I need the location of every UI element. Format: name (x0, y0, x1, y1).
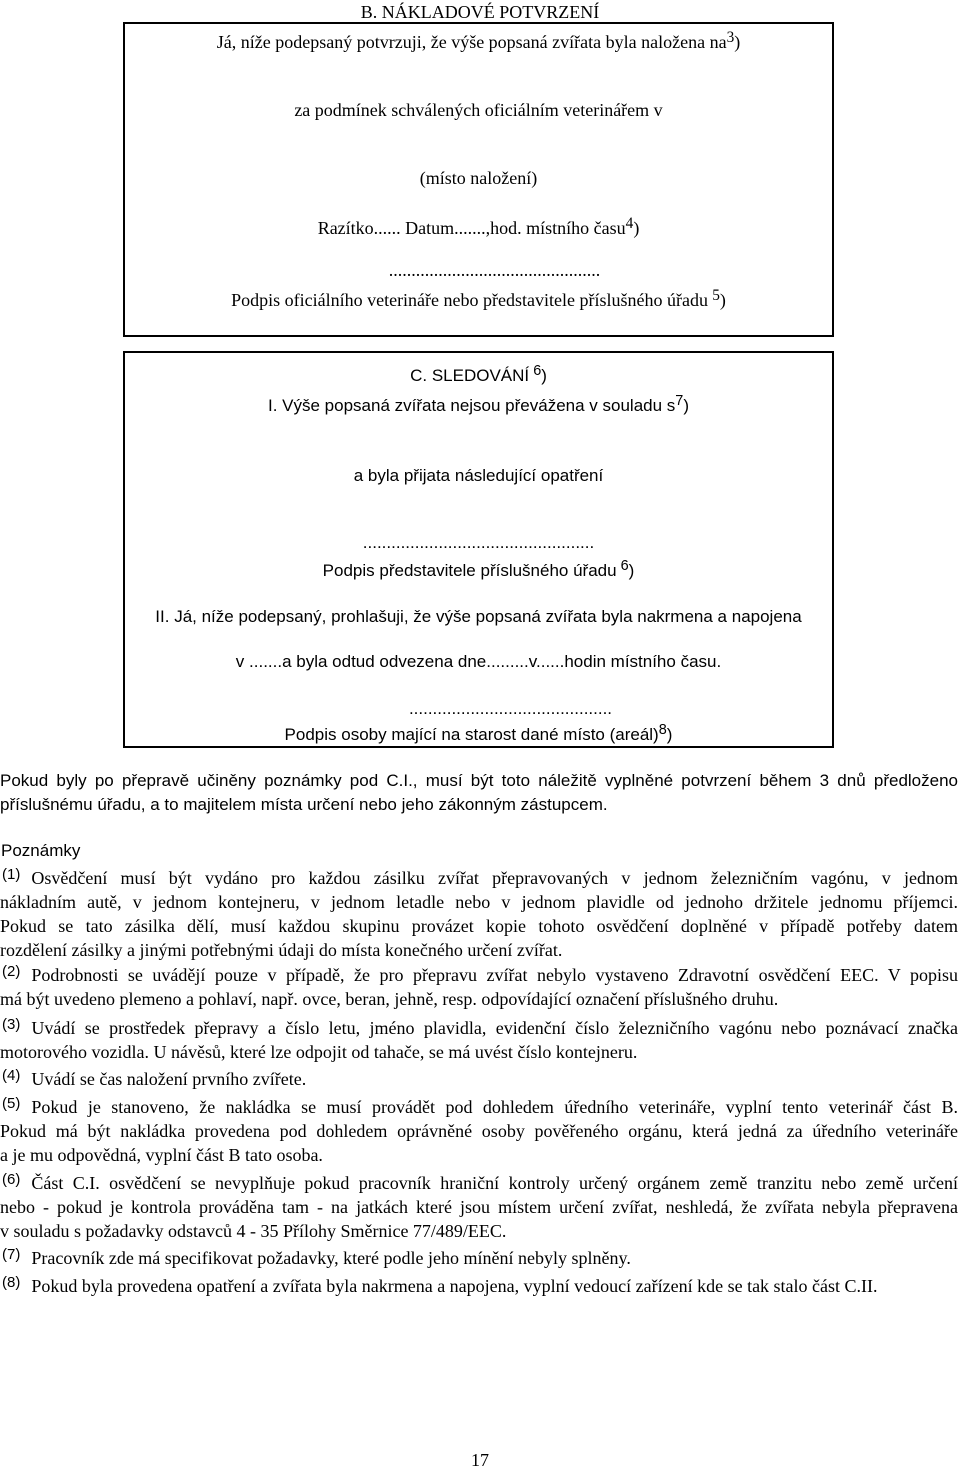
remark-line: příslušnému úřadu, a to majitelem místa určení nebo jeho zákonným zástupcem. (0, 795, 608, 814)
footnote-ref: 3 (726, 28, 735, 46)
official-vet-signature-label (125, 286, 832, 313)
loading-place-label (125, 167, 832, 189)
note-marker: (2) (2, 963, 21, 980)
footnote-ref-paren: ) (628, 561, 635, 580)
note-text: Pokud byla provedena opatření a zvířata byla nakrmena a napojena, vyplní vedoucí zařízení kde se tak stalo část C.II. (31, 1276, 878, 1296)
remark-paragraph (0, 769, 958, 817)
footnote-ref-paren: ) (734, 32, 741, 52)
line-text: Já, níže podepsaný potvrzuji, že výše popsaná zvířata byla naložena na (216, 32, 727, 52)
note-line (0, 866, 958, 890)
footnote-ref: 6 (620, 557, 629, 574)
line-text: C. SLEDOVÁNÍ (410, 366, 530, 385)
note-line: motorového vozidla. U návěsů, které lze odpojit od tahače, se má uvést číslo kontejneru. (0, 1042, 638, 1062)
signature-dots (125, 533, 832, 553)
footnote-ref: 6 (533, 362, 542, 379)
footnote-ref-paren: ) (719, 290, 726, 310)
page-number: 17 (471, 1450, 489, 1468)
note-line (0, 1246, 958, 1270)
line-text: Podpis osoby mající na starost dané místo (areál) (284, 725, 659, 744)
line-text: ........................................... (408, 699, 613, 718)
footnote-ref-paren: ) (633, 218, 640, 238)
loading-declaration-line (125, 28, 832, 55)
note-line: má být uvedeno plemeno a pohlaví, např. ovce, beran, jehně, resp. odpovídající označení příslušného druhu. (0, 989, 779, 1009)
note-marker: (7) (2, 1246, 21, 1263)
note-marker: (6) (2, 1171, 21, 1188)
line-text: II. Já, níže podepsaný, prohlašuji, že výše popsaná zvířata byla nakrmena a napojena (155, 607, 802, 626)
signature-dots (125, 259, 832, 281)
line-text: Podpis představitele příslušného úřadu (322, 561, 617, 580)
line-text: Podpis oficiálního veterináře nebo představitele příslušného úřadu (231, 290, 708, 310)
note-line (0, 1095, 958, 1119)
statement-ii-line (125, 607, 832, 627)
note-text: Část C.I. osvědčení se nevyplňuje pokud pracovník hraniční kontroly určený orgánem země tranzitu nebo země určení (31, 1173, 958, 1193)
note-line (0, 963, 958, 987)
note-text: Podrobnosti se uvádějí pouze v případě, že pro přepravu zvířat nebylo vystaveno Zdravotní osvědčení EEC. V popisu (31, 965, 958, 985)
note-line: a je mu odpovědná, vyplní část B tato osoba. (0, 1145, 323, 1165)
line-text: Razítko...... Datum.......,hod. místního času (317, 218, 626, 238)
note-7 (0, 1246, 958, 1270)
note-1 (0, 866, 958, 962)
note-8 (0, 1274, 958, 1298)
line-text: ............................................... (388, 260, 601, 280)
line-text: (místo naložení) (419, 168, 538, 188)
section-b-title: B. NÁKLADOVÉ POTVRZENÍ (360, 2, 600, 22)
note-4 (0, 1067, 958, 1091)
note-marker: (5) (2, 1095, 21, 1112)
signature-dots (125, 699, 832, 719)
line-text: I. Výše popsaná zvířata nejsou převážena v souladu s (267, 396, 676, 415)
note-text: Uvádí se prostředek přepravy a číslo letu, jméno plavidla, evidenční číslo železničního vagónu nebo poznávací značka (31, 1018, 958, 1038)
note-text: Uvádí se čas naložení prvního zvířete. (31, 1069, 307, 1089)
note-6 (0, 1171, 958, 1243)
measures-taken-line (125, 466, 832, 486)
note-line (0, 1171, 958, 1195)
line-text: za podmínek schválených oficiálním veterinářem v (294, 100, 663, 120)
loading-certificate-box (123, 22, 834, 337)
conditions-line (125, 99, 832, 121)
note-line (0, 1016, 958, 1040)
note-text: Pracovník zde má specifikovat požadavky, které podle jeho mínění nebyly splněny. (31, 1248, 631, 1268)
stamp-date-time-line (125, 214, 832, 241)
note-line: nákladním autě, v jednom kontejneru, v jednom letadle nebo v jednom plavidle od jednoho držitele jednomu příjemci. (0, 892, 958, 912)
note-2 (0, 963, 958, 1011)
note-marker: (8) (2, 1274, 21, 1291)
note-marker: (1) (2, 866, 21, 883)
note-line (0, 1274, 958, 1298)
line-text: ................................................. (362, 533, 595, 552)
departure-details-line (125, 652, 832, 672)
note-3 (0, 1016, 958, 1064)
remark-line: Pokud byly po přepravě učiněny poznámky pod C.I., musí být toto náležitě vyplněné potvrzení během 3 dnů předloženo (0, 771, 958, 790)
footnote-ref: 4 (625, 214, 634, 232)
note-text: Osvědčení musí být vydáno pro každou zásilku zvířat přepravovaných v jednom železničním vagónu, v jednom (31, 868, 958, 888)
line-text: a byla přijata následující opatření (353, 466, 604, 485)
footnote-ref: 7 (675, 392, 684, 409)
note-line: rozdělení zásilky a jinými potřebnými údaji do místa konečného určení zvířat. (0, 940, 563, 960)
footnote-ref: 5 (712, 286, 720, 304)
line-text: v .......a byla odtud odvezena dne.........v......hodin místního času. (235, 652, 722, 671)
statement-i-line (125, 392, 832, 417)
note-line: nebo - pokud je kontrola prováděna tam - na jatkách které jsou místem určení zvířat, neshledá, že zvířata nebyla přepravena (0, 1197, 958, 1217)
section-c-title (125, 362, 832, 387)
monitoring-box (123, 351, 834, 748)
note-5 (0, 1095, 958, 1167)
note-line: Pokud má být nakládka provedena pod dohledem oprávněné osoby pověřeného orgánu, která jedná za úředního veterináře (0, 1121, 958, 1141)
note-marker: (4) (2, 1067, 21, 1084)
footnote-ref-paren: ) (666, 725, 673, 744)
note-line (0, 1067, 958, 1091)
note-marker: (3) (2, 1016, 21, 1033)
note-line: v souladu s požadavky odstavců 4 - 35 Přílohy Směrnice 77/489/EEC. (0, 1221, 507, 1241)
notes-title: Poznámky (1, 841, 81, 860)
site-manager-signature-label (125, 721, 832, 746)
authority-signature-label (125, 557, 832, 582)
note-line: Pokud se tato zásilka dělí, musí každou skupinu provázet kopie tohoto osvědčení doplněné v případě potřeby datem (0, 916, 958, 936)
footnote-ref-paren: ) (683, 396, 689, 415)
footnote-ref: 8 (658, 721, 667, 738)
note-text: Pokud je stanoveno, že nakládka se musí provádět pod dohledem úředního veterináře, vyplní tento veterinář část B. (31, 1097, 958, 1117)
footnote-ref-paren: ) (541, 366, 547, 385)
